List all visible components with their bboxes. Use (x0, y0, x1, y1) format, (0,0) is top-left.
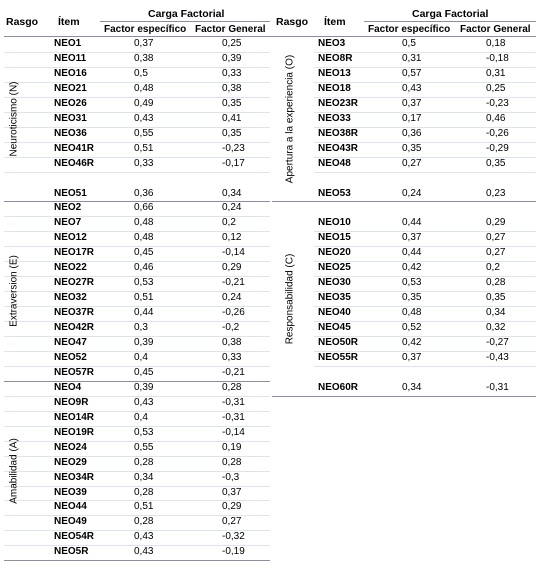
general-loading: 0,34 (222, 187, 242, 199)
general-loading: 0,46 (486, 112, 506, 124)
general-loading: 0,18 (486, 38, 506, 49)
item-code: NEO21 (54, 82, 87, 94)
specific-loading: 0,42 (402, 337, 422, 348)
item-code: NEO8R (318, 52, 353, 64)
item-code: NEO34R (54, 471, 95, 483)
general-loading: 0,35 (222, 97, 242, 109)
general-loading: 0,23 (486, 187, 506, 199)
item-code: NEO31 (54, 112, 87, 124)
item-code: NEO3 (318, 38, 346, 49)
specific-loading: 0,4 (134, 411, 148, 423)
item-code: NEO49 (54, 516, 87, 528)
specific-loading: 0,36 (134, 187, 154, 199)
item-code: NEO57R (54, 366, 95, 378)
general-loading: -0,17 (222, 157, 245, 169)
group-divider (272, 396, 536, 397)
general-loading: 0,33 (222, 351, 242, 363)
item-code: NEO2 (54, 202, 82, 214)
row-divider (4, 172, 270, 173)
general-loading: 0,38 (222, 337, 242, 348)
general-loading: 0,28 (222, 381, 242, 393)
specific-loading: 0,51 (134, 142, 154, 154)
general-loading: -0,2 (222, 322, 240, 334)
specific-loading: 0,28 (134, 516, 154, 528)
specific-loading: 0,39 (134, 337, 154, 348)
trait-label: Responsabilidad (C) (284, 253, 296, 344)
header-item-left: Ítem (58, 16, 80, 28)
general-loading: 0,27 (486, 247, 506, 259)
specific-loading: 0,35 (402, 292, 422, 304)
general-loading: -0,21 (222, 366, 245, 378)
specific-loading: 0,51 (134, 501, 154, 513)
item-code: NEO9R (54, 396, 89, 408)
general-loading: -0,32 (222, 531, 245, 543)
specific-loading: 0,28 (134, 486, 154, 498)
specific-loading: 0,5 (134, 67, 148, 79)
item-code: NEO46R (54, 157, 95, 169)
general-loading: 0,29 (222, 262, 242, 274)
specific-loading: 0,45 (134, 247, 154, 259)
item-code: NEO23R (318, 97, 359, 109)
item-code: NEO26 (54, 97, 87, 109)
item-code: NEO19R (54, 426, 95, 438)
general-loading: 0,27 (222, 516, 242, 528)
item-code: NEO27R (54, 277, 95, 289)
item-code: NEO43R (318, 142, 359, 154)
item-code: NEO16 (54, 67, 87, 79)
specific-loading: 0,43 (134, 112, 154, 124)
general-loading: 0,25 (222, 38, 242, 49)
specific-loading: 0,34 (134, 471, 154, 483)
item-code: NEO55R (318, 351, 359, 363)
item-code: NEO37R (54, 307, 95, 319)
item-code: NEO53 (318, 187, 351, 199)
general-loading: -0,26 (222, 307, 245, 319)
item-code: NEO40 (318, 307, 351, 319)
specific-loading: 0,42 (402, 262, 422, 274)
general-loading: -0,31 (222, 396, 245, 408)
item-code: NEO35 (318, 292, 351, 304)
specific-loading: 0,28 (134, 456, 154, 468)
specific-loading: 0,4 (134, 351, 148, 363)
specific-loading: 0,44 (402, 217, 422, 229)
item-code: NEO29 (54, 456, 87, 468)
item-code: NEO13 (318, 67, 351, 79)
general-loading: 0,39 (222, 52, 242, 64)
specific-loading: 0,51 (134, 292, 154, 304)
trait-label: Amabilidad (A) (8, 437, 20, 504)
specific-loading: 0,66 (134, 202, 154, 214)
item-code: NEO44 (54, 501, 87, 513)
specific-loading: 0,53 (402, 277, 422, 289)
general-loading: -0,14 (222, 426, 245, 438)
general-loading: -0,31 (486, 381, 509, 393)
item-code: NEO25 (318, 262, 351, 274)
item-code: NEO50R (318, 337, 359, 348)
header-rasgo-left: Rasgo (6, 16, 39, 28)
general-loading: 0,32 (486, 322, 506, 334)
specific-loading: 0,36 (402, 127, 422, 139)
item-code: NEO42R (54, 322, 95, 334)
header-rasgo-right: Rasgo (276, 16, 309, 28)
general-loading: 0,2 (222, 217, 236, 229)
specific-loading: 0,43 (134, 546, 154, 558)
specific-loading: 0,43 (134, 396, 154, 408)
header-especifico-right: Factor específico (368, 24, 451, 35)
specific-loading: 0,37 (402, 351, 422, 363)
trait-label: Extraversion (E) (8, 255, 20, 327)
general-loading: -0,23 (486, 97, 509, 109)
item-code: NEO12 (54, 232, 87, 244)
general-loading: 0,31 (486, 67, 506, 79)
item-code: NEO41R (54, 142, 95, 154)
specific-loading: 0,17 (402, 112, 422, 124)
header-general-left: Factor General (195, 24, 266, 35)
general-loading: 0,27 (486, 232, 506, 244)
item-code: NEO45 (318, 322, 351, 334)
general-loading: -0,31 (222, 411, 245, 423)
general-loading: -0,14 (222, 247, 245, 259)
specific-loading: 0,57 (402, 67, 422, 79)
specific-loading: 0,38 (134, 52, 154, 64)
item-code: NEO15 (318, 232, 351, 244)
general-loading: 0,29 (222, 501, 242, 513)
item-code: NEO14R (54, 411, 95, 423)
item-code: NEO48 (318, 157, 351, 169)
group-divider (272, 201, 536, 202)
specific-loading: 0,27 (402, 157, 422, 169)
specific-loading: 0,48 (134, 232, 154, 244)
specific-loading: 0,52 (402, 322, 422, 334)
header-rule-left (100, 21, 270, 22)
general-loading: 0,35 (222, 127, 242, 139)
general-loading: 0,19 (222, 441, 242, 453)
general-loading: -0,26 (486, 127, 509, 139)
item-code: NEO11 (54, 52, 87, 64)
item-code: NEO17R (54, 247, 95, 259)
item-code: NEO7 (54, 217, 82, 229)
specific-loading: 0,45 (134, 366, 154, 378)
item-code: NEO52 (54, 351, 87, 363)
specific-loading: 0,48 (402, 307, 422, 319)
specific-loading: 0,33 (134, 157, 154, 169)
general-loading: 0,37 (222, 486, 242, 498)
specific-loading: 0,3 (134, 322, 148, 334)
general-loading: 0,25 (486, 82, 506, 94)
item-code: NEO22 (54, 262, 87, 274)
specific-loading: 0,53 (134, 426, 154, 438)
general-loading: -0,29 (486, 142, 509, 154)
specific-loading: 0,43 (134, 531, 154, 543)
general-loading: 0,28 (222, 456, 242, 468)
general-loading: 0,41 (222, 112, 242, 124)
specific-loading: 0,24 (402, 187, 422, 199)
header-carga-left: Carga Factorial (148, 8, 225, 20)
item-code: NEO10 (318, 217, 351, 229)
group-divider (4, 560, 270, 561)
specific-loading: 0,37 (402, 97, 422, 109)
item-code: NEO39 (54, 486, 87, 498)
general-loading: 0,12 (222, 232, 242, 244)
item-code: NEO24 (54, 441, 87, 453)
header-especifico-left: Factor específico (104, 24, 187, 35)
general-loading: 0,35 (486, 292, 506, 304)
header-carga-right: Carga Factorial (412, 8, 489, 20)
header-rule-right (364, 21, 536, 22)
row-divider (314, 172, 536, 173)
item-code: NEO51 (54, 187, 87, 199)
general-loading: 0,24 (222, 202, 242, 214)
specific-loading: 0,55 (134, 127, 154, 139)
header-bottom-rule (4, 36, 536, 37)
specific-loading: 0,44 (402, 247, 422, 259)
specific-loading: 0,35 (402, 142, 422, 154)
item-code: NEO18 (318, 82, 351, 94)
item-code: NEO38R (318, 127, 359, 139)
general-loading: -0,3 (222, 471, 240, 483)
general-loading: 0,33 (222, 67, 242, 79)
item-code: NEO1 (54, 38, 82, 49)
specific-loading: 0,5 (402, 38, 416, 49)
specific-loading: 0,48 (134, 82, 154, 94)
general-loading: 0,35 (486, 157, 506, 169)
item-code: NEO47 (54, 337, 87, 348)
general-loading: -0,43 (486, 351, 509, 363)
specific-loading: 0,55 (134, 441, 154, 453)
specific-loading: 0,48 (134, 217, 154, 229)
specific-loading: 0,34 (402, 381, 422, 393)
item-code: NEO60R (318, 381, 359, 393)
general-loading: -0,21 (222, 277, 245, 289)
specific-loading: 0,31 (402, 52, 422, 64)
item-code: NEO5R (54, 546, 89, 558)
specific-loading: 0,37 (134, 38, 154, 49)
general-loading: 0,38 (222, 82, 242, 94)
general-loading: 0,34 (486, 307, 506, 319)
general-loading: 0,28 (486, 277, 506, 289)
trait-label: Neuroticismo (N) (8, 81, 20, 157)
item-code: NEO32 (54, 292, 87, 304)
trait-label: Apertura a la experiencia (O) (284, 55, 296, 184)
general-loading: 0,29 (486, 217, 506, 229)
specific-loading: 0,39 (134, 381, 154, 393)
general-loading: 0,2 (486, 262, 500, 274)
specific-loading: 0,43 (402, 82, 422, 94)
specific-loading: 0,53 (134, 277, 154, 289)
general-loading: -0,18 (486, 52, 509, 64)
item-code: NEO36 (54, 127, 87, 139)
specific-loading: 0,44 (134, 307, 154, 319)
item-code: NEO4 (54, 381, 82, 393)
row-divider (314, 366, 536, 367)
header-item-right: Ítem (324, 16, 346, 28)
item-code: NEO33 (318, 112, 351, 124)
general-loading: -0,23 (222, 142, 245, 154)
specific-loading: 0,37 (402, 232, 422, 244)
item-code: NEO20 (318, 247, 351, 259)
header-general-right: Factor General (460, 24, 531, 35)
specific-loading: 0,46 (134, 262, 154, 274)
item-code: NEO30 (318, 277, 351, 289)
item-code: NEO54R (54, 531, 95, 543)
general-loading: -0,27 (486, 337, 509, 348)
specific-loading: 0,49 (134, 97, 154, 109)
general-loading: -0,19 (222, 546, 245, 558)
general-loading: 0,24 (222, 292, 242, 304)
